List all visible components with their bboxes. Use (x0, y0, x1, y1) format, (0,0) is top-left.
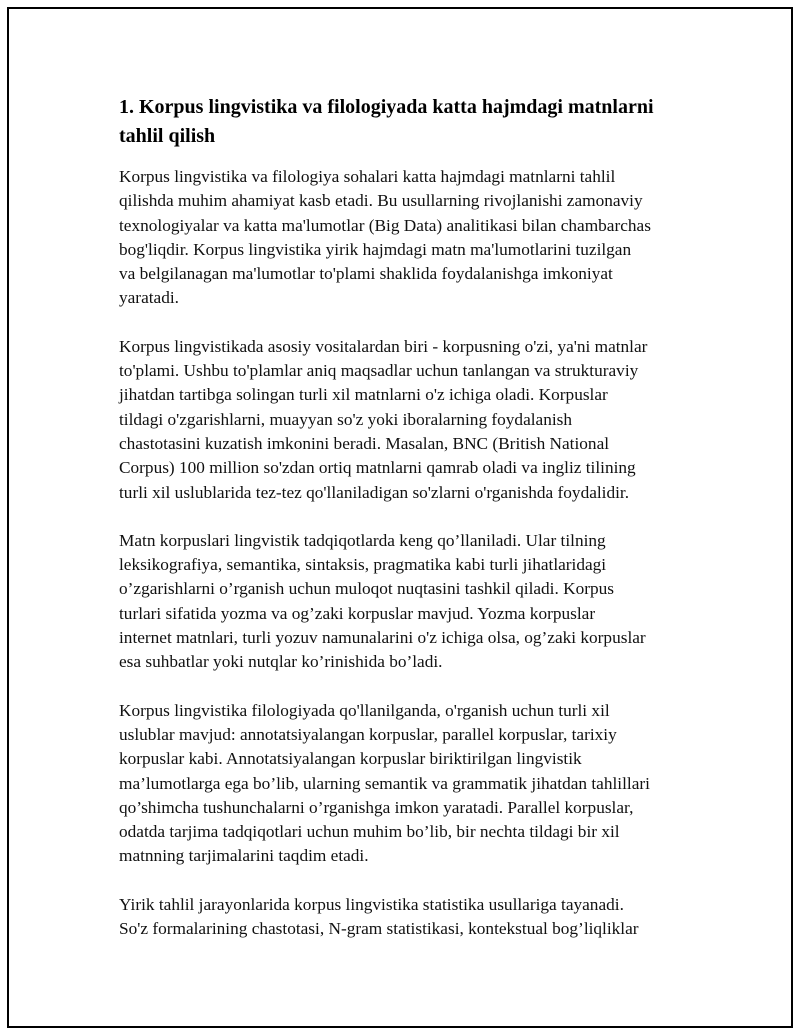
paragraph-line: turli xil uslublarida tez-tez qo'llaniladigan so'zlarni o'rganishda foydalidir. (119, 482, 630, 502)
paragraph-line: qo’shimcha tushunchalarni o’rganishga imkon yaratadi. Parallel korpuslar, (119, 797, 634, 817)
paragraph-line: va belgilanagan ma'lumotlar to'plami shaklida foydalanishga imkoniyat (119, 264, 613, 284)
paragraph-line: korpuslar kabi. Annotatsiyalangan korpuslar biriktirilgan lingvistik (119, 749, 582, 769)
paragraph-line: to'plami. Ushbu to'plamlar aniq maqsadlar uchun tanlangan va strukturaviy (119, 361, 639, 381)
paragraph-line: qilishda muhim ahamiyat kasb etadi. Bu usullarning rivojlanishi zamonaviy (119, 191, 643, 211)
paragraph-line: Matn korpuslari lingvistik tadqiqotlarda keng qo’llaniladi. Ular tilning (119, 530, 606, 550)
paragraph-5 (119, 893, 691, 942)
paragraph-line: tildagi o'zgarishlarni, muayyan so'z yoki iboralarning foydalanish (119, 409, 573, 429)
paragraph-line: Corpus) 100 million so'zdan ortiq matnlarni qamrab oladi va ingliz tilining (119, 458, 636, 478)
paragraph-line: Korpus lingvistikada asosiy vositalardan biri - korpusning o'zi, ya'ni matnlar (119, 336, 648, 356)
paragraph-line: leksikografiya, semantika, sintaksis, pragmatika kabi turli jihatlaridagi (119, 555, 607, 575)
section-heading (119, 93, 691, 151)
heading-line: tahlil qilish (119, 125, 216, 147)
document-body (119, 93, 691, 965)
paragraph-line: turlari sifatida yozma va og’zaki korpuslar mavjud. Yozma korpuslar (119, 603, 596, 623)
paragraph-line: esa suhbatlar yoki nutqlar ko’rinishida bo’ladi. (119, 652, 443, 672)
paragraph-line: yaratadi. (119, 288, 179, 308)
paragraph-line: internet matnlari, turli yozuv namunalarini o'z ichiga olsa, og’zaki korpuslar (119, 628, 646, 648)
paragraph-line: chastotasini kuzatish imkonini beradi. Masalan, BNC (British National (119, 433, 610, 453)
paragraph-line: texnologiyalar va katta ma'lumotlar (Big Data) analitikasi bilan chambarchas (119, 215, 651, 235)
paragraph-line: So'z formalarining chastotasi, N-gram statistikasi, kontekstual bog’liqliklar (119, 919, 639, 939)
paragraph-line: bog'liqdir. Korpus lingvistika yirik hajmdagi matn ma'lumotlarini tuzilgan (119, 239, 632, 259)
heading-line: 1. Korpus lingvistika va filologiyada katta hajmdagi matnlarni (119, 96, 654, 118)
paragraph-4 (119, 699, 691, 869)
paragraph-line: jihatdan tartibga solingan turli xil matnlarni o'z ichiga oladi. Korpuslar (119, 385, 608, 405)
paragraph-line: uslublar mavjud: annotatsiyalangan korpuslar, parallel korpuslar, tarixiy (119, 724, 617, 744)
paragraph-3 (119, 529, 691, 675)
paragraph-line: matnning tarjimalarini taqdim etadi. (119, 846, 369, 866)
paragraph-line: odatda tarjima tadqiqotlari uchun muhim bo’lib, bir nechta tildagi bir xil (119, 822, 620, 842)
paragraph-1 (119, 165, 691, 311)
paragraph-line: Korpus lingvistika filologiyada qo'llanilganda, o'rganish uchun turli xil (119, 700, 610, 720)
paragraph-line: Yirik tahlil jarayonlarida korpus lingvistika statistika usullariga tayanadi. (119, 894, 624, 914)
paragraph-2 (119, 335, 691, 505)
paragraph-line: ma’lumotlarga ega bo’lib, ularning semantik va grammatik jihatdan tahlillari (119, 773, 650, 793)
paragraph-line: o’zgarishlarni o’rganish uchun muloqot nuqtasini tashkil qiladi. Korpus (119, 579, 615, 599)
paragraph-line: Korpus lingvistika va filologiya sohalari katta hajmdagi matnlarni tahlil (119, 167, 616, 186)
